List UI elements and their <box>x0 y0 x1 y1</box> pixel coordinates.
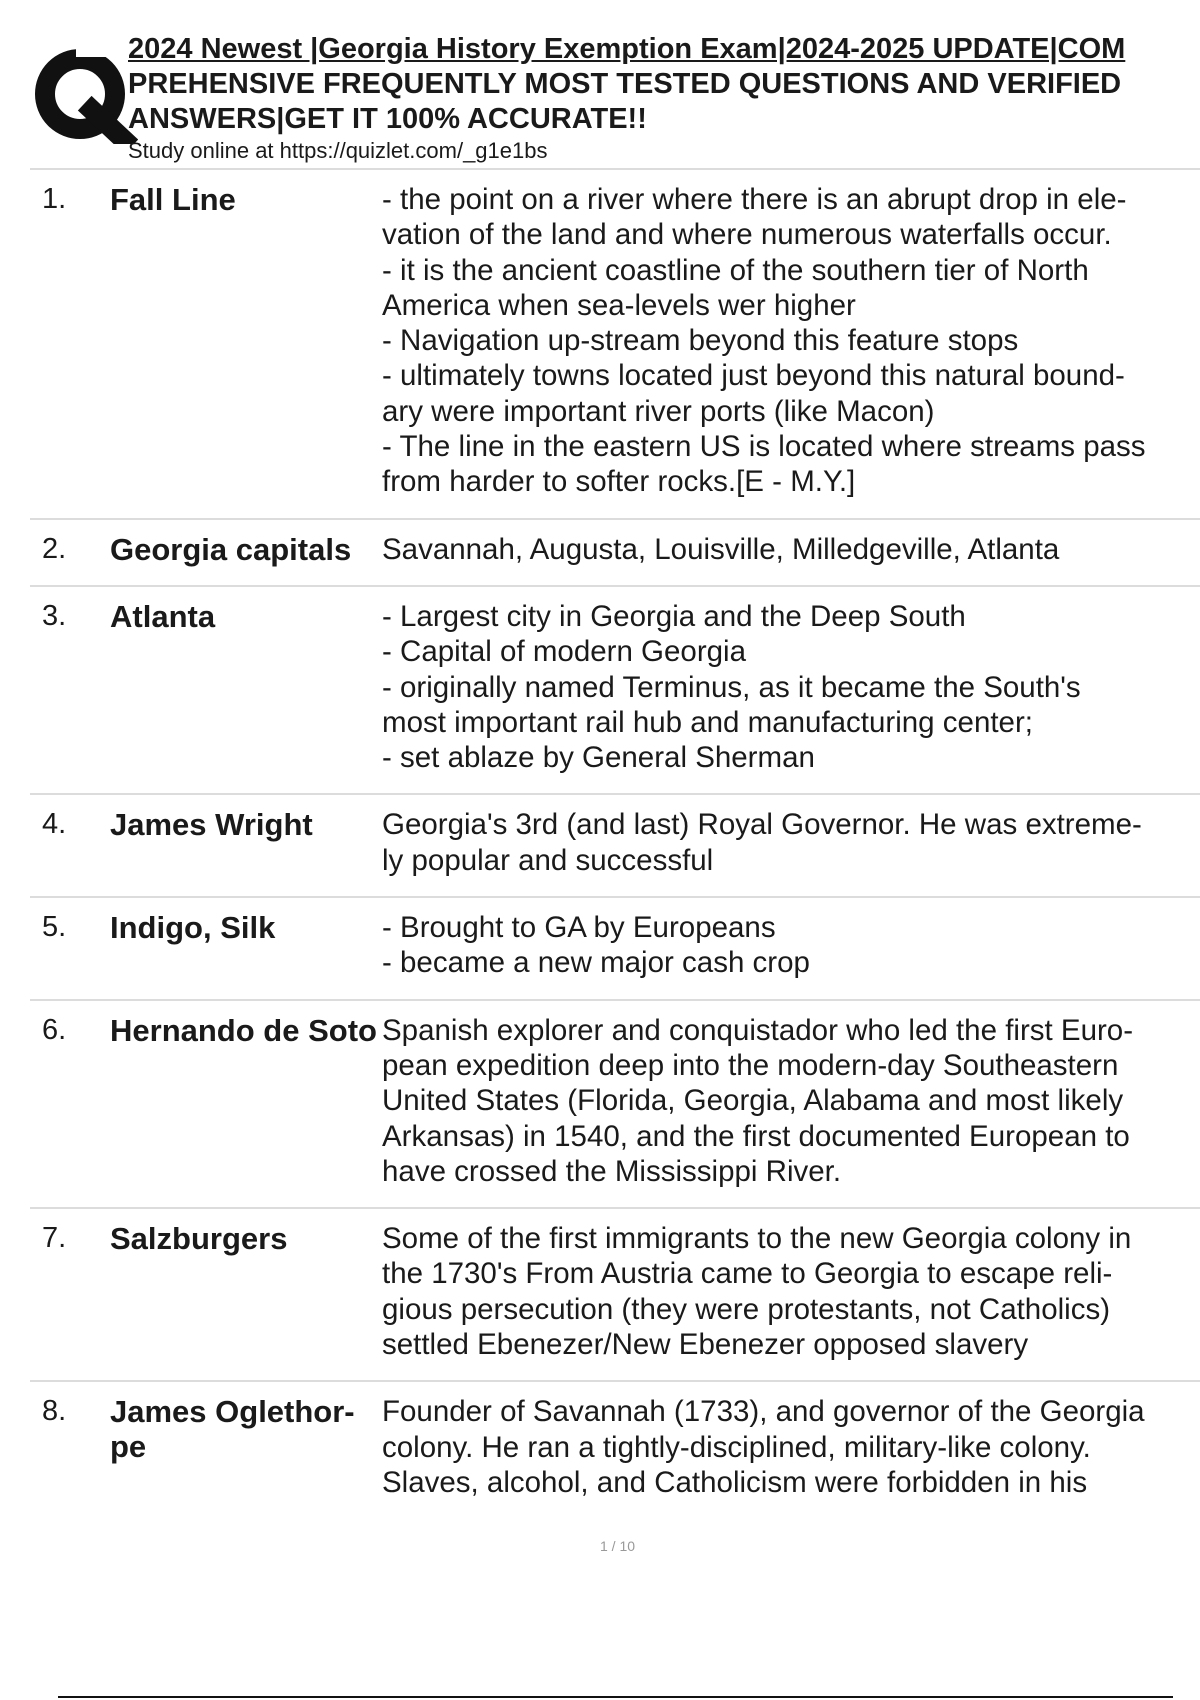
card-term: Georgia capitals <box>110 531 352 567</box>
card-number: 8. <box>42 1395 67 1428</box>
card-definition: Spanish explorer and conquistador who led the first Euro- pean expedition deep into the modern-day Southeastern United States (Florida, Georgia, Alabama and most likely Arkansas) in 1540, and the first documented European to have crossed the Mississippi River. <box>382 1013 1134 1188</box>
card-row <box>30 999 1200 1207</box>
page-header <box>30 28 1200 168</box>
card-term: Salzburgers <box>110 1221 288 1257</box>
card-definition: Savannah, Augusta, Louisville, Milledgeville, Atlanta <box>382 532 1060 566</box>
page-number: 1 / 10 <box>599 1538 636 1554</box>
card-number: 1. <box>42 183 67 215</box>
quizlet-q-icon <box>30 44 138 144</box>
card-term: Indigo, Silk <box>110 910 276 946</box>
card-term: Fall Line <box>110 182 236 217</box>
title-line-3: ANSWERS|GET IT 100% ACCURATE!! <box>128 103 647 135</box>
card-row <box>30 1380 1200 1518</box>
title-line-2: PREHENSIVE FREQUENTLY MOST TESTED QUESTIONS AND VERIFIED <box>128 68 1122 100</box>
card-row <box>30 793 1200 896</box>
study-online-link[interactable]: Study online at https://quizlet.com/_g1e1bs <box>128 138 548 163</box>
card-number: 7. <box>42 1222 67 1255</box>
card-number: 6. <box>42 1013 67 1046</box>
card-row <box>30 1207 1200 1380</box>
card-definition: Founder of Savannah (1733), and governor of the Georgia colony. He ran a tightly-disciplined, military-like colony. Slaves, alcohol, and Catholicism were forbidden in his <box>382 1395 1145 1499</box>
card-definition: - the point on a river where there is an abrupt drop in ele- vation of the land and where numerous waterfalls occur. - it is the ancient coastline of the southern tier of North America when sea-levels wer higher - Navigation up-stream beyond this feature stops - ultimately towns located just beyond this natural bound- ary were important river ports (like Macon) - The line in the eastern US is located where streams pass from harder to softer rocks.[E - M.Y.] <box>382 183 1146 499</box>
card-row <box>30 896 1200 999</box>
card-row <box>30 168 1200 518</box>
title-line-1: 2024 Newest |Georgia History Exemption Exam|2024-2025 UPDATE|COM <box>128 33 1126 65</box>
card-number: 4. <box>42 808 67 841</box>
card-definition: - Largest city in Georgia and the Deep South - Capital of modern Georgia - originally named Terminus, as it became the South's most important rail hub and manufacturing center; - set ablaze by General Sherman <box>382 599 1081 775</box>
card-number: 3. <box>42 599 67 632</box>
page-title <box>128 32 1200 137</box>
card-term: James Wright <box>110 807 313 843</box>
flashcard-list <box>30 168 1200 1518</box>
card-row <box>30 585 1200 793</box>
card-definition: - Brought to GA by Europeans - became a new major cash crop <box>382 911 810 980</box>
card-number: 2. <box>42 532 67 565</box>
card-number: 5. <box>42 911 67 944</box>
bottom-divider <box>58 1696 1173 1698</box>
card-definition: Some of the first immigrants to the new Georgia colony in the 1730's From Austria came to Georgia to escape reli- gious persecution (they were protestants, not Catholics) settled Ebenezer/New Ebenezer opposed slavery <box>382 1222 1132 1362</box>
card-row <box>30 518 1200 585</box>
card-term: Hernando de Soto <box>110 1012 377 1048</box>
card-term: Atlanta <box>110 598 216 634</box>
card-term: James Oglethor-pe <box>110 1394 355 1465</box>
card-definition: Georgia's 3rd (and last) Royal Governor. He was extreme- ly popular and successful <box>382 808 1142 877</box>
